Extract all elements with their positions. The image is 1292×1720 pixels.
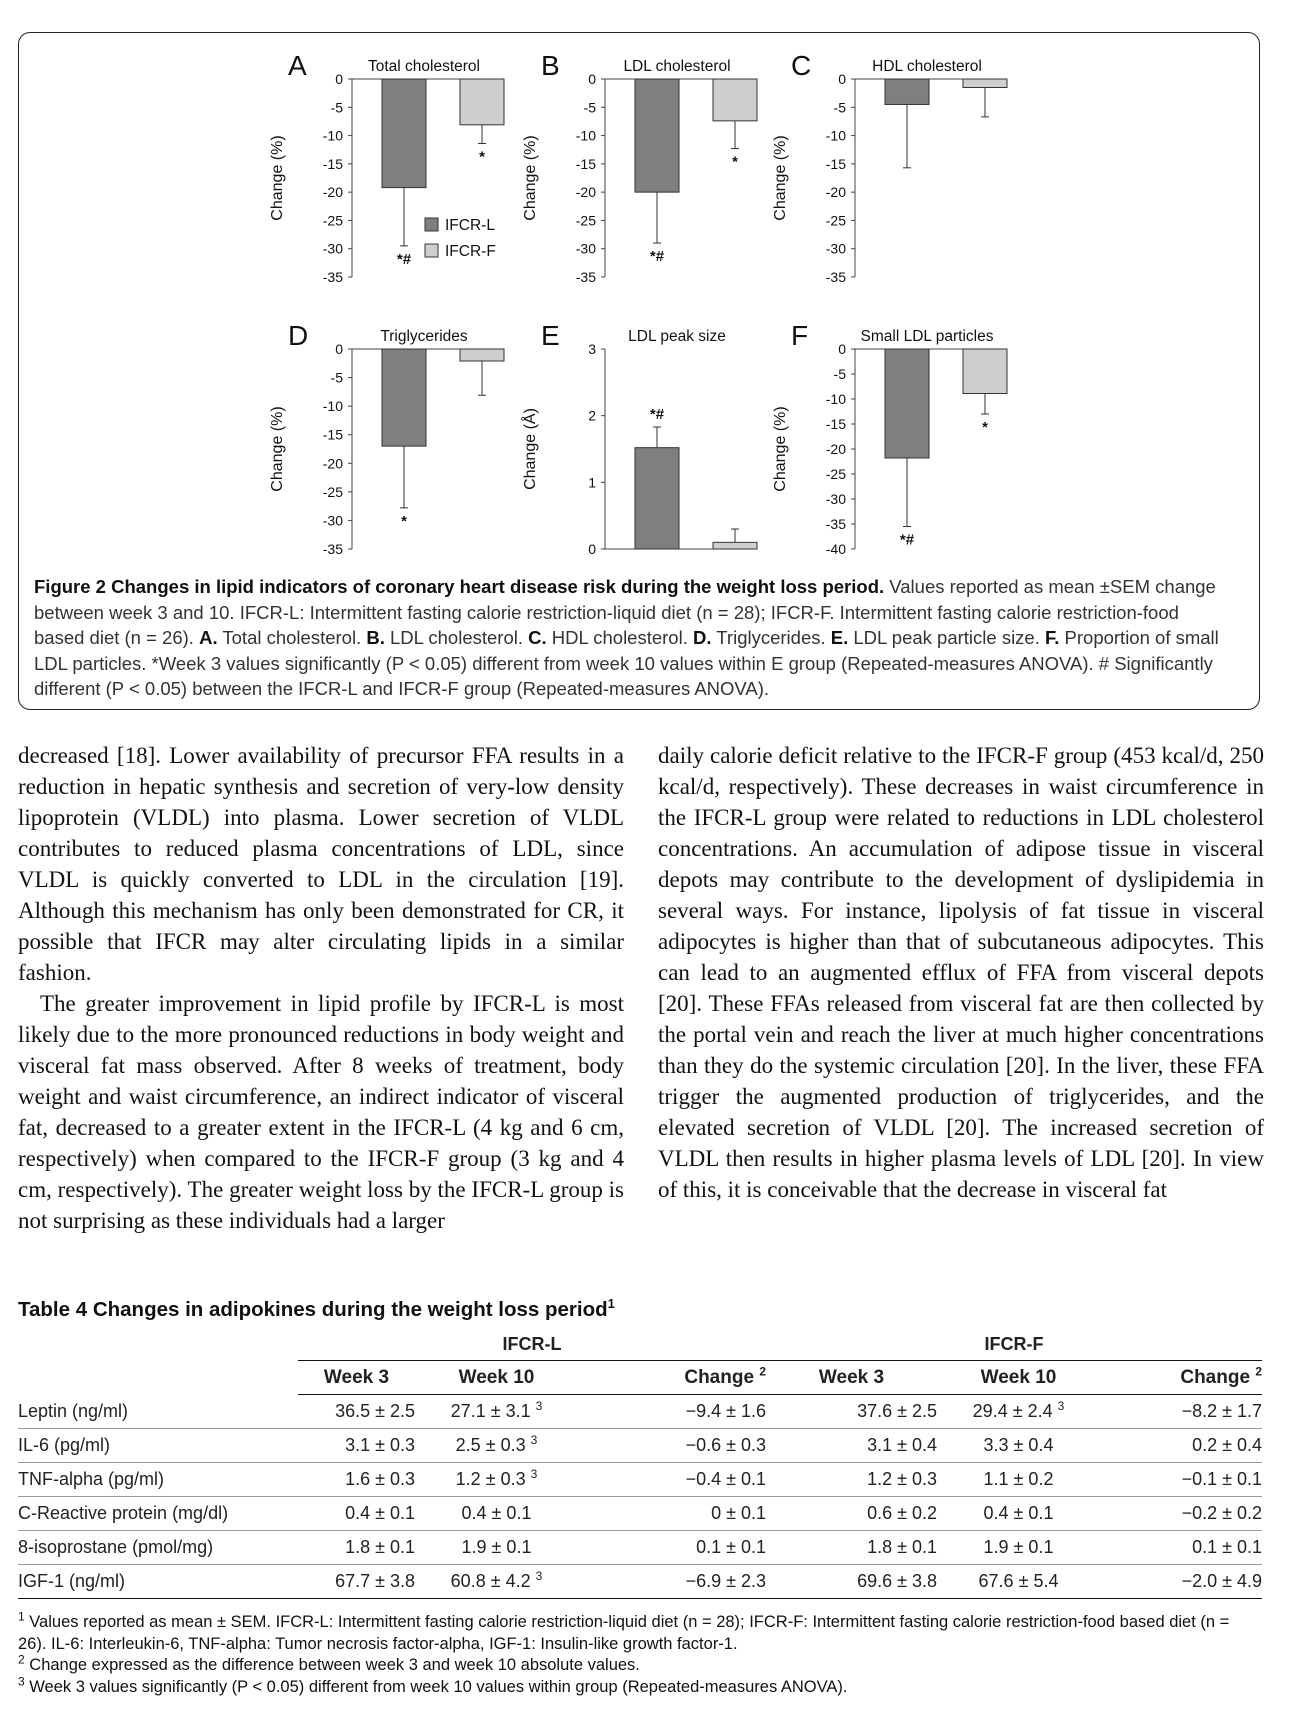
adipokines-table <box>18 1328 1262 1599</box>
cell-f-week3: 3.1 ± 0.4 <box>766 1429 937 1463</box>
panel-letter: E <box>541 320 560 351</box>
cell-l-week10: 60.8 ± 4.2 $^3$ <box>415 1565 578 1599</box>
panel-letter: A <box>288 50 307 81</box>
y-tick-label: -25 <box>825 212 846 229</box>
y-tick-label: -10 <box>575 127 596 144</box>
cell-f-week10: 1.9 ± 0.1 <box>937 1531 1100 1565</box>
y-axis-label: Change (Å) <box>522 408 539 490</box>
legend-label: IFCR-F <box>445 243 496 260</box>
bar-ifcr-f <box>713 79 757 121</box>
y-tick-label: -40 <box>825 541 846 557</box>
panel-letter: B <box>541 50 560 81</box>
group-header-ifcr-l: IFCR-L <box>298 1328 766 1361</box>
y-tick-label: 0 <box>588 71 596 87</box>
y-tick-label: -5 <box>833 99 846 116</box>
table-row <box>18 1497 1262 1531</box>
body-column-left <box>18 740 624 1236</box>
cell-l-week10: 1.9 ± 0.1 <box>415 1531 578 1565</box>
row-label: IGF-1 (ng/ml) <box>18 1565 298 1599</box>
y-tick-label: -15 <box>322 426 343 443</box>
y-tick-label: 0 <box>588 541 596 557</box>
legend-label: IFCR-L <box>445 217 495 234</box>
chart-title: Small LDL particles <box>860 328 994 345</box>
cell-f-change: −2.0 ± 4.9 <box>1100 1565 1262 1599</box>
cell-f-week3: 1.8 ± 0.1 <box>766 1531 937 1565</box>
cell-l-change: −0.6 ± 0.3 <box>578 1429 766 1463</box>
col-week10: Week 10 <box>415 1361 578 1395</box>
y-tick-label: -5 <box>583 99 596 116</box>
figure-caption: Figure 2 Changes in lipid indicators of coronary heart disease risk during the weight loss period. Values reported as mean ±SEM change between week 3 and 10. IFCR-L: Intermittent fasting calorie restriction-liquid diet (n = 28); IFCR-F. Intermittent fasting calorie restriction-food based diet (n = 26). A. Total cholesterol. B. LDL cholesterol. C. HDL cholesterol. D. Triglycerides. E. LDL peak particle size. F. Proportion of small LDL particles. *Week 3 values significantly (P < 0.05) different from week 10 values within E group (Repeated-measures ANOVA). # Significantly different (P < 0.05) between the IFCR-L and IFCR-F group (Repeated-measures ANOVA). <box>34 576 1219 699</box>
row-label: Leptin (ng/ml) <box>18 1395 298 1429</box>
table-footnotes <box>18 1609 1262 1698</box>
significance-label: * <box>982 419 988 436</box>
legend-swatch <box>425 218 438 231</box>
table-title: Table 4 Changes in adipokines during the weight loss period$^1$ <box>18 1296 615 1321</box>
y-tick-label: -15 <box>825 155 846 172</box>
footnote: $^1$ Values reported as mean ± SEM. IFCR-L: Intermittent fasting calorie restriction-liquid diet (n = 28); IFCR-F: Intermittent fasting calorie restriction-food based diet (n = 26). IL-6: Interleukin-6, TNF-alpha: Tumor necrosis factor-alpha, IGF-1: Insulin-like growth factor-1. <box>18 1609 1230 1653</box>
cell-l-change: −0.4 ± 0.1 <box>578 1463 766 1497</box>
cell-f-week3: 69.6 ± 3.8 <box>766 1565 937 1599</box>
paragraph: decreased [18]. Lower availability of precursor FFA results in a reduction in hepatic synthesis and secretion of very-low density lipoprotein (VLDL) into plasma. Lower secretion of VLDL contributes to reduced plasma concentrations of LDL, since VLDL is quickly converted to LDL in the circulation [19]. Although this mechanism has only been demonstrated for CR, it possible that IFCR may alter circulating lipids in a similar fashion. <box>18 743 624 985</box>
cell-f-week3: 37.6 ± 2.5 <box>766 1395 937 1429</box>
legend-swatch <box>425 244 438 257</box>
y-tick-label: 1 <box>588 474 596 491</box>
cell-l-week3: 3.1 ± 0.3 <box>298 1429 415 1463</box>
cell-l-week3: 0.4 ± 0.1 <box>298 1497 415 1531</box>
y-tick-label: -20 <box>322 455 343 472</box>
y-tick-label: -15 <box>825 416 846 432</box>
y-tick-label: -15 <box>575 155 596 172</box>
footnote: $^3$ Week 3 values significantly (P < 0.05) different from week 10 values within group (Repeated-measures ANOVA). <box>18 1674 848 1696</box>
y-tick-label: 0 <box>335 71 343 87</box>
bar-ifcr-l <box>382 349 426 446</box>
cell-l-week3: 1.6 ± 0.3 <box>298 1463 415 1497</box>
cell-f-week10: 3.3 ± 0.4 <box>937 1429 1100 1463</box>
y-tick-label: -20 <box>322 184 343 201</box>
y-tick-label: -20 <box>825 441 846 457</box>
bar-ifcr-f <box>963 79 1007 87</box>
y-tick-label: -30 <box>575 240 596 257</box>
cell-l-change: 0 ± 0.1 <box>578 1497 766 1531</box>
y-axis-label: Change (%) <box>772 406 789 492</box>
col-change: Change $^2$ <box>1100 1361 1262 1395</box>
cell-l-week10: 27.1 ± 3.1 $^3$ <box>415 1395 578 1429</box>
table-row <box>18 1463 1262 1497</box>
y-tick-label: -30 <box>322 512 343 529</box>
y-tick-label: 3 <box>588 341 596 357</box>
significance-label: *# <box>899 531 915 549</box>
y-tick-label: -35 <box>322 541 343 557</box>
y-axis-label: Change (%) <box>522 135 539 221</box>
panel-letter: C <box>791 50 812 81</box>
y-tick-label: -10 <box>322 398 343 415</box>
row-label: TNF-alpha (pg/ml) <box>18 1463 298 1497</box>
y-axis-label: Change (%) <box>772 135 789 221</box>
y-tick-label: -10 <box>825 391 846 407</box>
y-tick-label: 0 <box>838 71 846 87</box>
cell-f-change: 0.2 ± 0.4 <box>1100 1429 1262 1463</box>
significance-label: *# <box>649 406 665 423</box>
bar-ifcr-f <box>963 349 1007 394</box>
table-row <box>18 1395 1262 1429</box>
y-tick-label: -35 <box>825 516 846 532</box>
significance-label: * <box>401 512 407 530</box>
group-header-ifcr-f: IFCR-F <box>766 1328 1262 1361</box>
bar-ifcr-l <box>635 448 679 549</box>
y-tick-label: -5 <box>833 366 846 382</box>
y-tick-label: -35 <box>825 269 846 285</box>
cell-f-change: −0.1 ± 0.1 <box>1100 1463 1262 1497</box>
cell-l-week10: 2.5 ± 0.3 $^3$ <box>415 1429 578 1463</box>
col-week10: Week 10 <box>937 1361 1100 1395</box>
y-tick-label: 0 <box>838 341 846 357</box>
y-tick-label: -5 <box>330 369 343 386</box>
footnote: $^2$ Change expressed as the difference between week 3 and week 10 absolute values. <box>18 1652 640 1674</box>
chart-title: Triglycerides <box>380 328 468 345</box>
cell-l-week10: 0.4 ± 0.1 <box>415 1497 578 1531</box>
column-headers <box>18 1361 1262 1395</box>
col-change: Change $^2$ <box>578 1361 766 1395</box>
y-tick-label: -25 <box>322 212 343 229</box>
cell-l-change: −6.9 ± 2.3 <box>578 1565 766 1599</box>
cell-f-change: −8.2 ± 1.7 <box>1100 1395 1262 1429</box>
y-tick-label: -15 <box>322 155 343 172</box>
col-week3: Week 3 <box>766 1361 937 1395</box>
table-row <box>18 1429 1262 1463</box>
y-tick-label: -5 <box>330 99 343 116</box>
significance-label: *# <box>649 248 665 266</box>
y-tick-label: -35 <box>322 269 343 285</box>
row-label: IL-6 (pg/ml) <box>18 1429 298 1463</box>
row-label: 8-isoprostane (pmol/mg) <box>18 1531 298 1565</box>
bar-ifcr-f <box>460 79 504 125</box>
chart-title: Total cholesterol <box>367 58 481 75</box>
body-column-right <box>658 740 1264 1205</box>
cell-l-change: 0.1 ± 0.1 <box>578 1531 766 1565</box>
cell-l-week10: 1.2 ± 0.3 $^3$ <box>415 1463 578 1497</box>
y-axis-label: Change (%) <box>269 406 286 492</box>
cell-f-change: −0.2 ± 0.2 <box>1100 1497 1262 1531</box>
cell-f-week3: 0.6 ± 0.2 <box>766 1497 937 1531</box>
bar-ifcr-f <box>460 349 504 361</box>
y-tick-label: -35 <box>575 269 596 285</box>
y-tick-label: 2 <box>588 407 596 424</box>
y-tick-label: -30 <box>825 240 846 257</box>
paragraph: daily calorie deficit relative to the IFCR-F group (453 kcal/d, 250 kcal/d, respectively). These decreases in waist circumference in the IFCR-L group were related to reductions in LDL cholesterol concentrations. An accumulation of adipose tissue in visceral depots may contribute to the development of dyslipidemia in several ways. For instance, lipolysis of fat tissue in visceral adipocytes is higher than that of subcutaneous adipocytes. This can lead to an augmented efflux of FFA from visceral depots [20]. These FFAs released from visceral fat are then collected by the portal vein and reach the liver at much higher concentrations than they do the systemic circulation [20]. In the liver, these FFA trigger the augmented production of triglycerides, and the elevated secretion of VLDL [20]. The increased secretion of VLDL then results in higher plasma levels of LDL [20]. In view of this, it is conceivable that the decrease in visceral fat <box>658 743 1264 1202</box>
cell-f-week3: 1.2 ± 0.3 <box>766 1463 937 1497</box>
bar-ifcr-f <box>713 542 757 549</box>
y-tick-label: -10 <box>825 127 846 144</box>
caption-label: Figure 2 Changes in lipid indicators of coronary heart disease risk during the weight loss period. <box>34 576 885 597</box>
y-tick-label: -25 <box>322 483 343 500</box>
cell-l-week3: 67.7 ± 3.8 <box>298 1565 415 1599</box>
chart-title: HDL cholesterol <box>872 58 982 75</box>
chart-title: LDL cholesterol <box>623 58 731 75</box>
panel-letter: F <box>791 320 809 351</box>
bar-ifcr-l <box>635 79 679 192</box>
cell-l-change: −9.4 ± 1.6 <box>578 1395 766 1429</box>
significance-label: *# <box>396 250 412 268</box>
y-tick-label: -20 <box>575 184 596 201</box>
cell-f-week10: 29.4 ± 2.4 $^3$ <box>937 1395 1100 1429</box>
bar-ifcr-l <box>885 79 929 104</box>
cell-f-change: 0.1 ± 0.1 <box>1100 1531 1262 1565</box>
y-tick-label: -30 <box>825 491 846 507</box>
y-tick-label: -30 <box>322 240 343 257</box>
bar-ifcr-l <box>382 79 426 188</box>
y-tick-label: -10 <box>322 127 343 144</box>
panel-letter: D <box>288 320 309 351</box>
y-tick-label: -25 <box>575 212 596 229</box>
figure-charts <box>0 0 1292 580</box>
table-row <box>18 1565 1262 1599</box>
cell-f-week10: 1.1 ± 0.2 <box>937 1463 1100 1497</box>
cell-l-week3: 1.8 ± 0.1 <box>298 1531 415 1565</box>
y-tick-label: -25 <box>825 466 846 482</box>
bar-ifcr-l <box>885 349 929 458</box>
cell-l-week3: 36.5 ± 2.5 <box>298 1395 415 1429</box>
y-tick-label: 0 <box>335 341 343 357</box>
row-label: C-Reactive protein (mg/dl) <box>18 1497 298 1531</box>
y-axis-label: Change (%) <box>269 135 286 221</box>
cell-f-week10: 0.4 ± 0.1 <box>937 1497 1100 1531</box>
cell-f-week10: 67.6 ± 5.4 <box>937 1565 1100 1599</box>
table-row <box>18 1531 1262 1565</box>
paragraph: The greater improvement in lipid profile by IFCR-L is most likely due to the more pronounced reductions in body weight and visceral fat mass observed. After 8 weeks of treatment, body weight and waist circumference, an indirect indicator of visceral fat, decreased to a greater extent in the IFCR-L (4 kg and 6 cm, respectively) when compared to the IFCR-F group (3 kg and 4 cm, respectively). The greater weight loss by the IFCR-L group is not surprising as these individuals had a larger <box>18 991 624 1233</box>
significance-label: * <box>479 148 485 166</box>
col-week3: Week 3 <box>298 1361 415 1395</box>
chart-title: LDL peak size <box>628 328 726 345</box>
y-tick-label: -20 <box>825 184 846 201</box>
significance-label: * <box>732 153 738 171</box>
